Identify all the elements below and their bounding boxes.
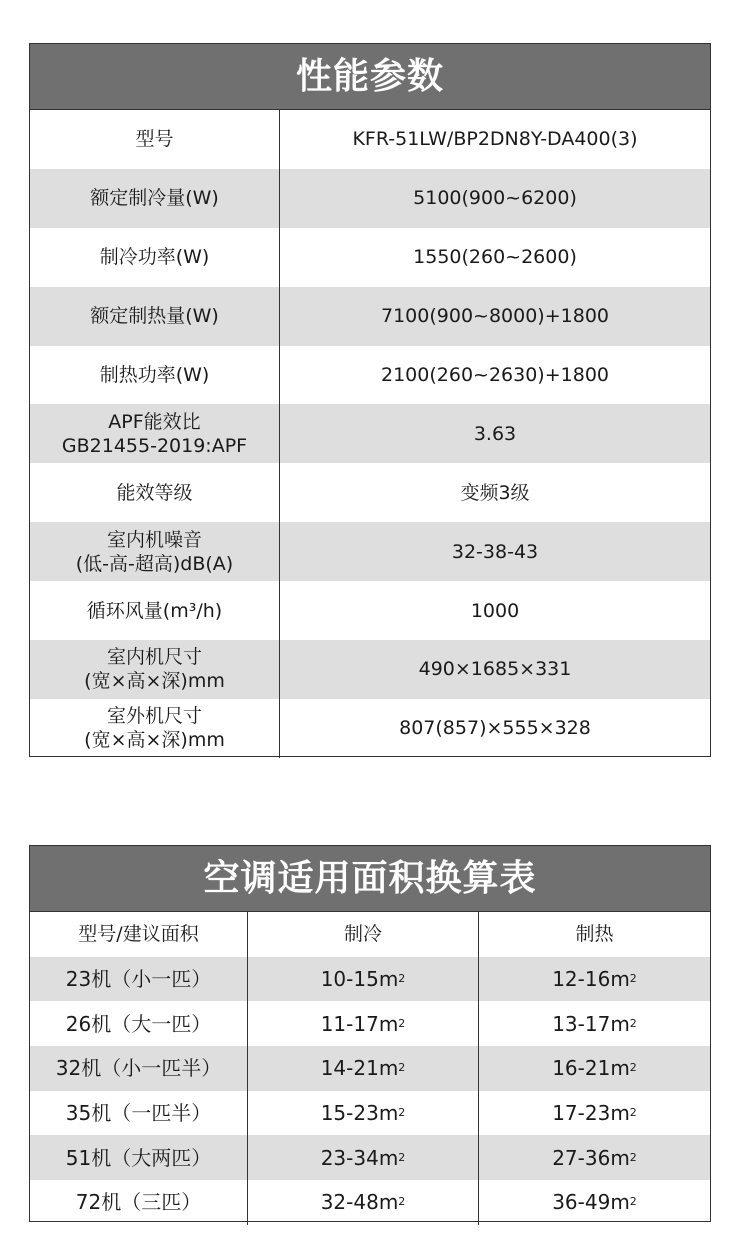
spec-row	[30, 169, 710, 228]
spec-value: 490×1685×331	[418, 658, 572, 681]
model-cell: 35机（一匹半）	[30, 1091, 248, 1136]
spec-value: 5100(900~6200)	[413, 187, 577, 210]
area-title: 空调适用面积换算表	[30, 846, 710, 912]
area-row	[30, 1001, 710, 1046]
heat-cell: 27-36 m 2	[552, 1145, 637, 1170]
spec-label: 额定制热量(W)	[30, 287, 280, 346]
model-cell: 23机（小一匹）	[30, 957, 248, 1002]
model-cell: 72机（三匹）	[30, 1180, 248, 1225]
spec-label: 制冷功率(W)	[30, 228, 280, 287]
spec-label: 室外机尺寸 (宽×高×深)mm	[30, 699, 280, 758]
header-heat: 制热	[575, 923, 614, 946]
cool-cell: 23-34 m 2	[248, 1135, 479, 1180]
cool-cell: 32-48 m 2	[248, 1180, 479, 1225]
spec-row	[30, 287, 710, 346]
spec-label: 型号	[30, 110, 280, 169]
heat-cell: 17-23 m 2	[552, 1101, 637, 1126]
area-header-row	[30, 912, 710, 957]
area-row	[30, 1046, 710, 1091]
spec-value: 807(857)×555×328	[399, 717, 591, 740]
model-cell: 32机（小一匹半）	[30, 1046, 248, 1091]
spec-value: 32-38-43	[451, 540, 539, 563]
spec-row	[30, 228, 710, 287]
heat-cell: 36-49 m 2	[552, 1190, 637, 1215]
spec-row	[30, 404, 710, 463]
spec-value: 1550(260~2600)	[413, 246, 577, 269]
spec-table	[29, 43, 711, 757]
spec-label: 额定制冷量(W)	[30, 169, 280, 228]
heat-cell: 16-21 m 2	[552, 1056, 637, 1081]
cool-cell: 10-15 m 2	[248, 957, 479, 1002]
spec-value: 7100(900~8000)+1800	[381, 305, 609, 328]
spec-value: 1000	[470, 599, 520, 622]
cool-cell: 11-17 m 2	[248, 1001, 479, 1046]
spec-label: APF能效比 GB21455-2019:APF	[30, 404, 280, 463]
area-row	[30, 1135, 710, 1180]
area-table	[29, 845, 711, 1222]
spec-label: 制热功率(W)	[30, 346, 280, 405]
spec-label: 室内机尺寸 (宽×高×深)mm	[30, 640, 280, 699]
heat-cell: 13-17 m 2	[552, 1011, 637, 1036]
spec-value: 3.63	[473, 422, 517, 445]
area-row	[30, 1091, 710, 1136]
spec-value: 变频3级	[460, 481, 530, 504]
header-cool: 制冷	[248, 912, 479, 957]
model-cell: 26机（大一匹）	[30, 1001, 248, 1046]
spec-row	[30, 581, 710, 640]
spec-label: 循环风量(m³/h)	[30, 581, 280, 640]
spec-row	[30, 699, 710, 758]
spec-label: 室内机噪音 (低-高-超高)dB(A)	[30, 522, 280, 581]
model-cell: 51机（大两匹）	[30, 1135, 248, 1180]
area-row	[30, 1180, 710, 1225]
area-row	[30, 957, 710, 1002]
heat-cell: 12-16 m 2	[552, 967, 637, 992]
spec-value: 2100(260~2630)+1800	[381, 364, 609, 386]
spec-row	[30, 346, 710, 405]
header-model: 型号/建议面积	[30, 912, 248, 957]
cool-cell: 15-23 m 2	[248, 1091, 479, 1136]
spec-row	[30, 463, 710, 522]
spec-row	[30, 522, 710, 581]
spec-label: 能效等级	[30, 463, 280, 522]
spec-title: 性能参数	[30, 44, 710, 110]
spec-row	[30, 110, 710, 169]
spec-row	[30, 640, 710, 699]
spec-value: KFR-51LW/BP2DN8Y-DA400(3)	[352, 128, 638, 151]
cool-cell: 14-21 m 2	[248, 1046, 479, 1091]
